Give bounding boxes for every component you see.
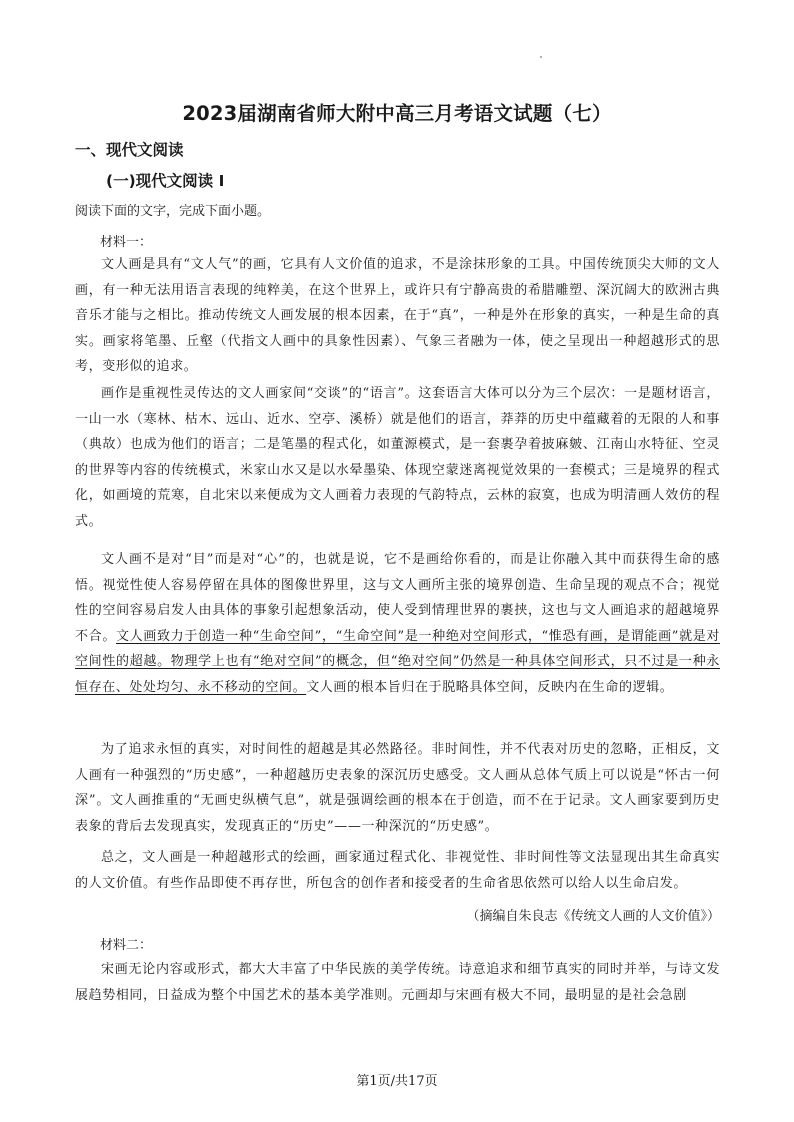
paragraph-3-part-b: 文人画的根本旨归在于脱略具体空间，反映内在生命的逻辑。 [306, 679, 674, 695]
paragraph-4: 为了追求永恒的真实，对时间性的超越是其必然路径。非时间性，并不代表对历史的忽略，正相反，文人画有一种强烈的“历史感”，一种超越历史表象的深沉历史感受。文人画从总体气质上可以说是“怀古一何深”。文人画推重的“无画史纵横气息”，就是强调绘画的根本在于创造，而不在于记录。文人画家要到历史表象的背后去发现真实，发现真正的“历史”——一种深沉的“历史感”。 [75, 742, 720, 834]
paragraph-1: 文人画是具有“文人气”的画，它具有人文价值的追求，不是涂抹形象的工具。中国传统顶尖大师的文人画，有一种无法用语言表现的纯粹美，在这个世界上，或许只有宁静高贵的希腊雕塑、深沉阔大的欧洲古典音乐才能与之相比。推动传统文人画发展的根本因素，在于“真”，一种是外在形象的真实，一种是生命的真实。画家将笔墨、丘壑（代指文人画中的具象性因素）、气象三者融为一体，使之呈现出一种超越形式的思考，变形似的追求。 [75, 257, 720, 374]
page-title: 2023届湖南省师大附中高三月考语文试题（七） [182, 102, 612, 125]
material-one-label: 材料一： [100, 235, 153, 250]
section-heading: 一、现代文阅读 [75, 141, 184, 159]
page-number: 第1页/共17页 [356, 1074, 438, 1089]
instruction-text: 阅读下面的文字，完成下面小题。 [75, 204, 271, 219]
material-two-label: 材料二： [100, 938, 153, 953]
paragraph-3-part-a: 文人画不是对“目”而是对“心”的，也就是说，它不是画给你看的，而是让你融入其中而获得生命的感悟。视觉性使人容易停留在具体的图像世界里，这与文人画所主张的境界创造、生命呈现的观点不合；视觉性的空间容易启发人由具体的事象引起想象活动，使人受到情理世界的裹挟，这也与文人画追求的超越境界不合。 [75, 552, 720, 644]
paragraph-3 [75, 547, 720, 700]
source-citation: （摘编自朱良志《传统文人画的人文价值》） [466, 909, 720, 924]
paragraph-2: 画作是重视性灵传达的文人画家间“交谈”的“语言”。这套语言大体可以分为三个层次：一是题材语言，一山一水（寒林、枯木、远山、近水、空亭、溪桥）就是他们的语言，莽莽的历史中蕴藏着的无限的人和事（典故）也成为他们的语言；二是笔墨的程式化，如董源模式，是一套裹孕着披麻皴、江南山水特征、空灵的世界等内容的传统模式，米家山水又是以水晕墨染、体现空蒙迷离视觉效果的一套模式；三是境界的程式化，如画境的荒寒，自北宋以来便成为文人画着力表现的气韵特点，云林的寂寞，也成为明清画人效仿的程式。 [75, 386, 720, 529]
underlined-passage: 文人画致力于创造一种“生命空间”，“生命空间”是一种绝对空间形式，“惟恐有画，是谓能画”就是对空间性的超越。物理学上也有“绝对空间”的概念，但“绝对空间”仍然是一种具体空间形式，只不过是一种永恒存在、处处均匀、永不移动的空间。 [75, 628, 720, 695]
subsection-heading: (一)现代文阅读 I [106, 172, 225, 190]
paragraph-6: 宋画无论内容或形式，都大大丰富了中华民族的美学传统。诗意追求和细节真实的同时并举，与诗文发展趋势相同，日益成为整个中国艺术的基本美学准则。元画却与宋画有极大不同，最明显的是社会急剧 [75, 962, 720, 1003]
paragraph-5: 总之，文人画是一种超越形式的绘画，画家通过程式化、非视觉性、非时间性等文法显现出其生命真实的人文价值。有些作品即使不再存世，所包含的创作者和接受者的生命省思依然可以给人以生命启发。 [75, 850, 720, 891]
scan-speck [540, 56, 542, 58]
